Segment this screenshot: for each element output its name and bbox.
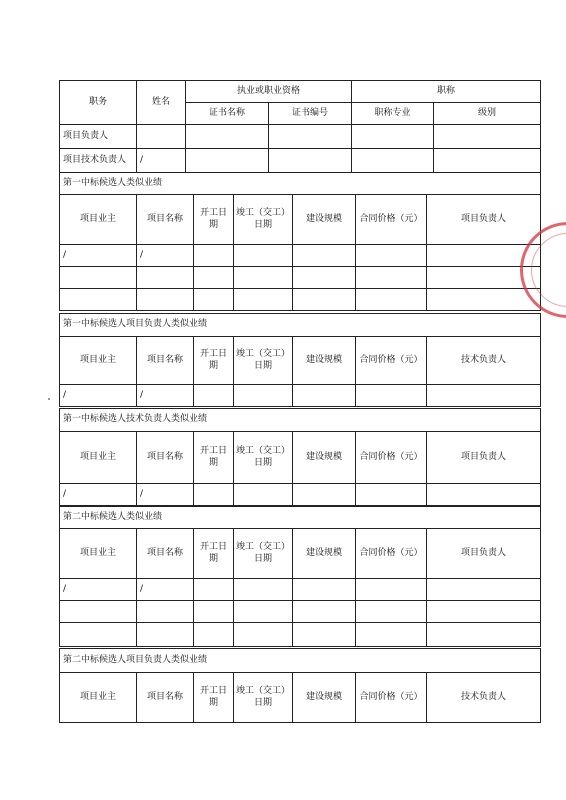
col-header: 合同价格（元） (356, 337, 427, 385)
cell (293, 267, 356, 289)
col-header: 项目业主 (60, 432, 137, 484)
cell: / (60, 245, 137, 267)
cell (194, 623, 234, 647)
col-header: 开工日期 (194, 529, 234, 579)
col-header: 项目名称 (137, 673, 194, 723)
cell (427, 484, 541, 506)
cell: / (60, 484, 137, 506)
cell (234, 289, 293, 311)
table-row (60, 623, 541, 647)
cell (434, 125, 541, 149)
cell (234, 385, 293, 407)
col-header: 项目名称 (137, 337, 194, 385)
row-label-project-manager: 项目负责人 (60, 125, 137, 149)
table-row (60, 267, 541, 289)
col-header: 项目名称 (137, 195, 194, 245)
cell (234, 484, 293, 506)
cell (194, 601, 234, 623)
cell (356, 623, 427, 647)
cell: / (137, 484, 194, 506)
table-row (60, 385, 541, 407)
cell (352, 149, 434, 173)
header-position: 职务 (60, 81, 137, 125)
cell: / (60, 385, 137, 407)
cell-technical-manager-name: / (137, 149, 186, 173)
table-row (60, 289, 541, 311)
cell (356, 484, 427, 506)
cell (137, 267, 194, 289)
col-header: 建设规模 (293, 529, 356, 579)
table-row (60, 484, 541, 506)
col-header: 建设规模 (293, 673, 356, 723)
cell (427, 579, 541, 601)
row-label-technical-manager: 项目技术负责人 (60, 149, 137, 173)
cell (293, 289, 356, 311)
col-header: 竣工（交工）日期 (234, 195, 293, 245)
cell (234, 245, 293, 267)
col-header: 建设规模 (293, 337, 356, 385)
col-header: 合同价格（元） (356, 432, 427, 484)
cell (356, 601, 427, 623)
personnel-table (59, 80, 541, 173)
cell (356, 579, 427, 601)
col-header: 项目负责人 (427, 529, 541, 579)
cell (60, 289, 137, 311)
cell (137, 623, 194, 647)
col-header: 竣工（交工）日期 (234, 432, 293, 484)
cell (194, 484, 234, 506)
header-name: 姓名 (137, 81, 186, 125)
cell (293, 385, 356, 407)
col-header: 建设规模 (293, 195, 356, 245)
cell (356, 245, 427, 267)
col-header: 合同价格（元） (356, 673, 427, 723)
header-level: 级别 (434, 103, 541, 125)
col-header: 开工日期 (194, 432, 234, 484)
col-header: 项目名称 (137, 529, 194, 579)
col-header: 技术负责人 (427, 337, 541, 385)
table-row (60, 601, 541, 623)
header-title-major: 职称专业 (352, 103, 434, 125)
col-header: 竣工（交工）日期 (234, 529, 293, 579)
cell (356, 385, 427, 407)
performance-table-2 (59, 313, 541, 407)
cell (293, 601, 356, 623)
company-seal-inner-ring (531, 233, 566, 307)
cell (60, 601, 137, 623)
cell (434, 149, 541, 173)
scan-speck (48, 398, 50, 400)
cell (356, 267, 427, 289)
col-header: 项目业主 (60, 195, 137, 245)
cell (194, 385, 234, 407)
section-title: 第二中标候选人类似业绩 (60, 507, 541, 529)
cell: / (137, 579, 194, 601)
cell (137, 125, 186, 149)
col-header: 开工日期 (194, 195, 234, 245)
cell (427, 601, 541, 623)
col-header: 项目负责人 (427, 432, 541, 484)
cell (293, 245, 356, 267)
header-qualification: 执业或职业资格 (186, 81, 352, 103)
cell: / (137, 385, 194, 407)
col-header: 技术负责人 (427, 673, 541, 723)
section-title: 第一中标候选人项目负责人类似业绩 (60, 314, 541, 337)
performance-table-4 (59, 506, 541, 647)
cell (427, 289, 541, 311)
col-header: 竣工（交工）日期 (234, 673, 293, 723)
table-row (60, 245, 541, 267)
col-header: 开工日期 (194, 673, 234, 723)
col-header: 项目负责人 (427, 195, 541, 245)
cell (60, 267, 137, 289)
performance-table-3 (59, 408, 541, 506)
cell (137, 289, 194, 311)
cell (234, 601, 293, 623)
cell (137, 601, 194, 623)
cell (293, 623, 356, 647)
section-title: 第一中标候选人技术负责人类似业绩 (60, 409, 541, 432)
cell (352, 125, 434, 149)
table-row (60, 579, 541, 601)
col-header: 建设规模 (293, 432, 356, 484)
cell (293, 484, 356, 506)
cell: / (60, 579, 137, 601)
cell (293, 579, 356, 601)
cell (427, 385, 541, 407)
cell (194, 289, 234, 311)
header-cert-no: 证书编号 (269, 103, 352, 125)
cell (194, 245, 234, 267)
cell (356, 289, 427, 311)
cell: / (137, 245, 194, 267)
performance-table-1 (59, 172, 541, 311)
cell (186, 125, 269, 149)
cell (427, 623, 541, 647)
col-header: 项目业主 (60, 673, 137, 723)
cell (234, 579, 293, 601)
cell (60, 623, 137, 647)
cell (194, 579, 234, 601)
col-header: 项目名称 (137, 432, 194, 484)
col-header: 开工日期 (194, 337, 234, 385)
cell (234, 623, 293, 647)
header-title: 职称 (352, 81, 541, 103)
cell (269, 149, 352, 173)
col-header: 合同价格（元） (356, 195, 427, 245)
col-header: 合同价格（元） (356, 529, 427, 579)
cell (234, 267, 293, 289)
header-cert-name: 证书名称 (186, 103, 269, 125)
section-title: 第二中标候选人项目负责人类似业绩 (60, 649, 541, 673)
col-header: 竣工（交工）日期 (234, 337, 293, 385)
performance-table-5 (59, 648, 541, 723)
cell (194, 267, 234, 289)
cell (269, 125, 352, 149)
col-header: 项目业主 (60, 337, 137, 385)
cell (186, 149, 269, 173)
section-title: 第一中标候选人类似业绩 (60, 173, 541, 195)
col-header: 项目业主 (60, 529, 137, 579)
